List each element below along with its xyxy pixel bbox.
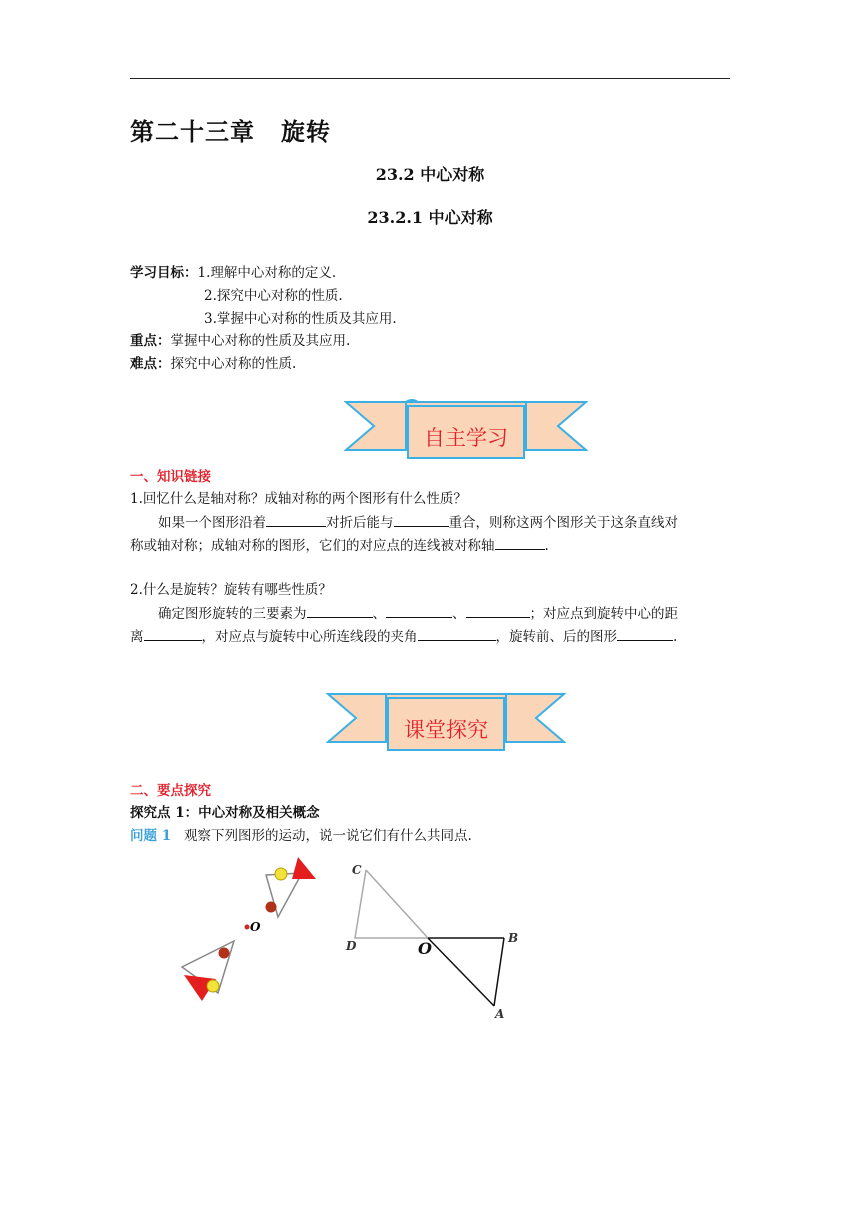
question-1: 1.回忆什么是轴对称？成轴对称的两个图形有什么性质？ [130, 491, 467, 507]
question-2: 2.什么是旋转？旋转有哪些性质？ [130, 582, 332, 598]
answer-blank[interactable] [418, 625, 496, 641]
answer-blank[interactable] [394, 511, 449, 527]
key-point-text: 掌握中心对称的性质及其应用. [170, 333, 351, 349]
goal-item: 2.探究中心对称的性质. [204, 288, 343, 304]
label-b: B [508, 931, 519, 945]
text-fragment: ；对应点到旋转中心的距 [529, 606, 678, 622]
text-fragment: . [544, 538, 549, 554]
text-fragment: . [673, 629, 678, 645]
label-a: A [495, 1007, 505, 1021]
answer-blank[interactable] [386, 602, 452, 618]
difficulty-line [130, 353, 296, 375]
part1-heading: 一、知识链接 [130, 469, 211, 485]
text-fragment: 对折后能与 [326, 515, 394, 531]
label-d: D [346, 939, 357, 953]
text-fragment: 称或轴对称；成轴对称的图形，它们的对应点的连线被对称轴 [130, 538, 495, 554]
banner-label: 自主学习 [424, 426, 508, 450]
explore-point-title: 探究点 1：中心对称及相关概念 [130, 805, 320, 821]
goal-item: 1.理解中心对称的定义. [197, 265, 337, 281]
problem-line [130, 825, 472, 847]
text-fragment: ，旋转前、后的图形 [495, 629, 617, 645]
answer-blank[interactable] [144, 625, 202, 641]
goal-line-1 [130, 262, 336, 284]
key-point-label: 重点： [130, 333, 171, 349]
text-fragment: 重合，则称这两个图形关于这条直线对 [448, 515, 678, 531]
question-2-fill-cont [130, 625, 677, 648]
chapter-name: 旋转 [281, 118, 331, 146]
answer-blank[interactable] [495, 534, 545, 550]
triangle-cdo [355, 870, 428, 938]
difficulty-text: 探究中心对称的性质. [170, 356, 297, 372]
figure-symmetric-triangles [340, 858, 530, 1023]
text-fragment: 、 [372, 606, 386, 622]
answer-blank[interactable] [266, 511, 326, 527]
question-1-fill-cont [130, 534, 549, 557]
difficulty-label: 难点： [130, 356, 171, 372]
label-o: O [418, 939, 432, 958]
lower-yellow-dot [207, 980, 219, 992]
chapter-number: 第二十三章 [130, 118, 255, 146]
question-2-fill [158, 602, 678, 625]
text-fragment: 、 [452, 606, 466, 622]
chapter-title [130, 112, 331, 147]
goals-label: 学习目标： [130, 265, 198, 281]
text-fragment: 离 [130, 629, 144, 645]
upper-flag [292, 857, 316, 879]
goal-item: 3.掌握中心对称的性质及其应用. [204, 311, 397, 327]
figure-rotating-triangles [170, 855, 330, 1005]
part2-heading: 二、要点探究 [130, 783, 211, 799]
text-fragment: 确定图形旋转的三要素为 [158, 606, 307, 622]
header-rule [130, 78, 730, 79]
problem-text: 观察下列图形的运动，说一说它们有什么共同点. [183, 828, 472, 844]
answer-blank[interactable] [307, 602, 373, 618]
lower-red-dot [219, 948, 230, 959]
upper-red-dot [266, 902, 277, 913]
banner-label: 课堂探究 [404, 718, 488, 742]
answer-blank[interactable] [466, 602, 530, 618]
key-point-line [130, 330, 350, 352]
answer-blank[interactable] [617, 625, 673, 641]
subsection-title: 23.2.1 中心对称 [367, 208, 493, 227]
label-c: C [352, 863, 362, 877]
center-point [245, 925, 250, 930]
section-title: 23.2 中心对称 [375, 165, 485, 184]
text-fragment: ，对应点与旋转中心所连线段的夹角 [201, 629, 418, 645]
center-label: O [250, 920, 261, 934]
question-1-fill [158, 511, 678, 534]
text-fragment: 如果一个图形沿着 [158, 515, 266, 531]
upper-yellow-dot [275, 868, 287, 880]
problem-label: 问题 1 [130, 828, 172, 844]
